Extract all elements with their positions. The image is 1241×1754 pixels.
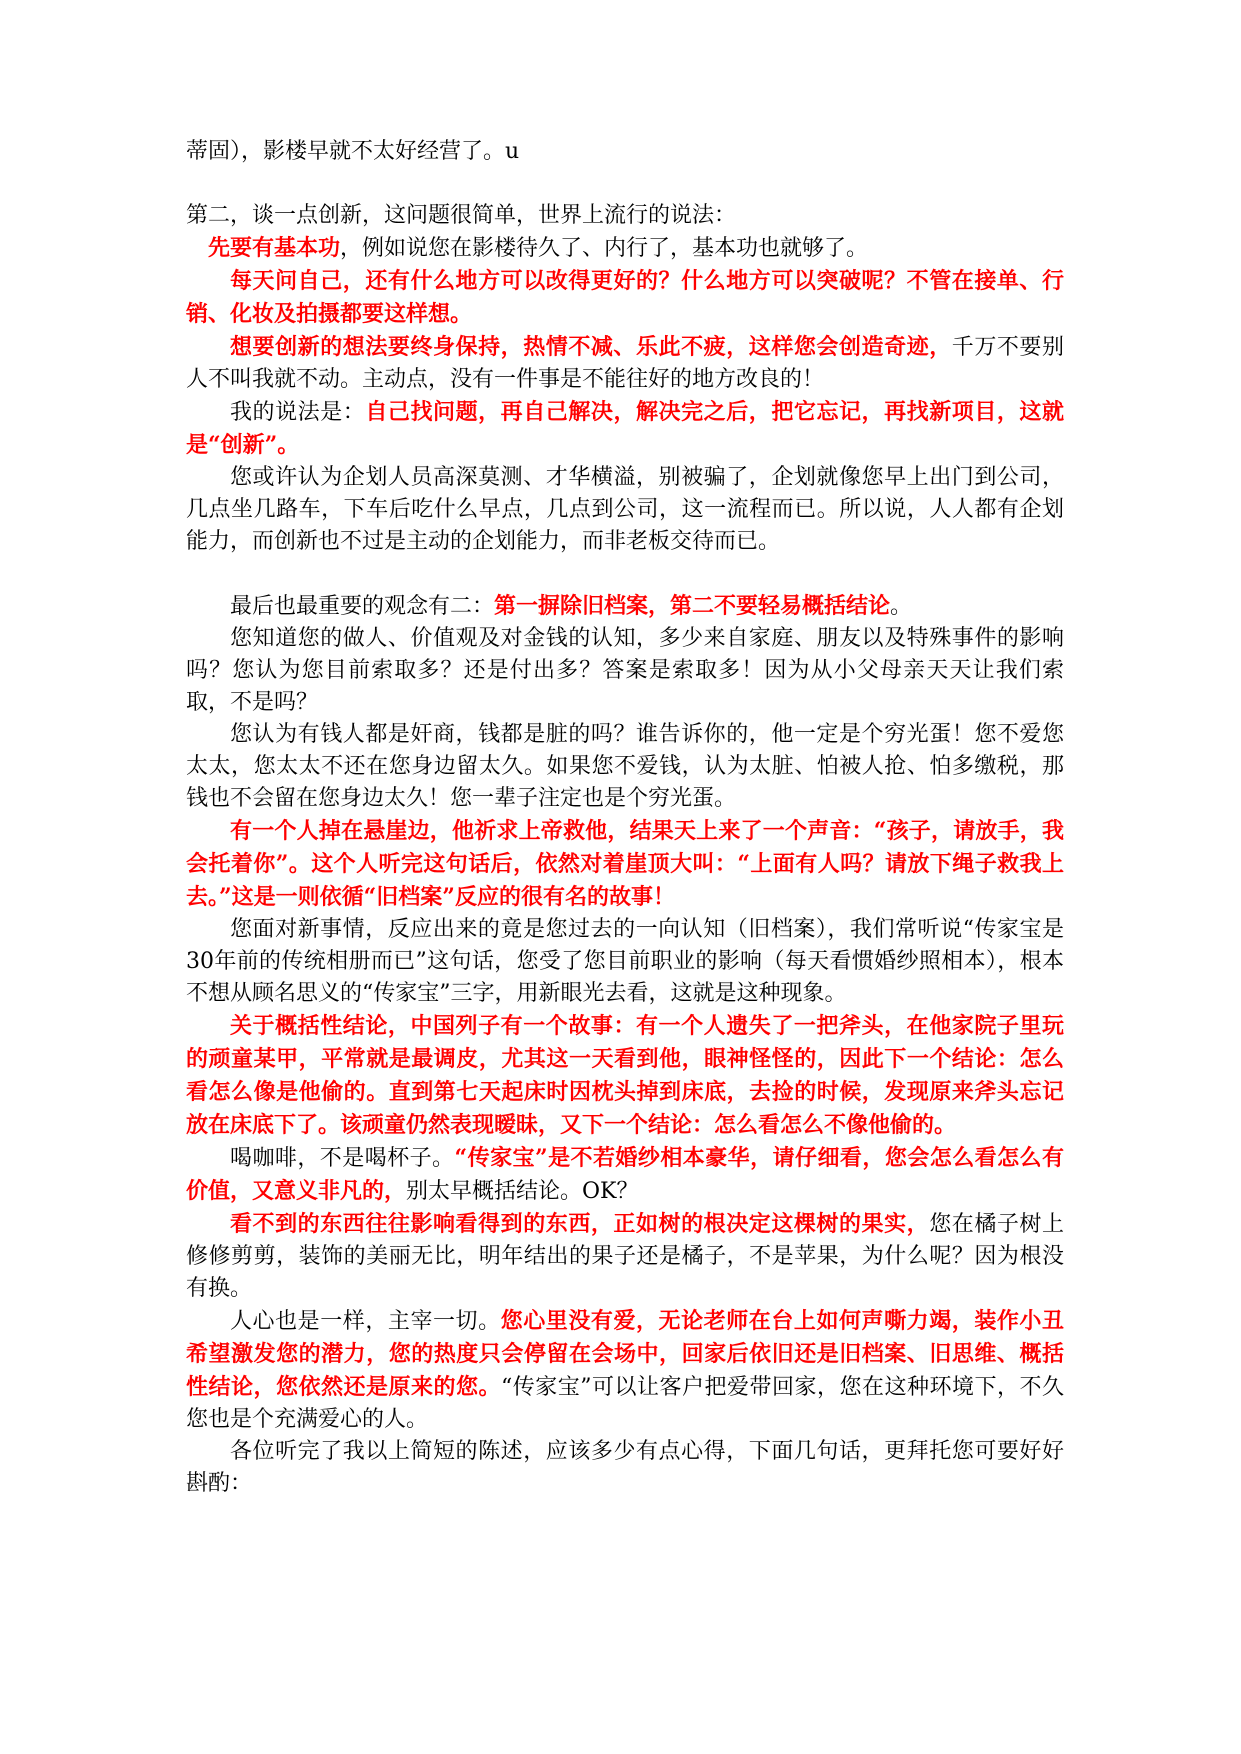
emphasis-text: “传家宝”是不若婚纱相本豪华，请仔细看，您会怎么看怎么有价值，又意义非凡的， [186, 1145, 1064, 1204]
body-text: “传家宝”可以让客户把爱带回家，您在这种环境下，不久您也是个充满爱心的人。 [186, 1375, 1064, 1432]
paragraph [186, 815, 1064, 914]
paragraph [186, 1305, 1064, 1436]
paragraph [186, 590, 1064, 623]
emphasis-text: 第一摒除旧档案，第二不要轻易概括结论 [494, 593, 891, 619]
body-text: 喝咖啡，不是喝杯子。 [230, 1146, 455, 1171]
emphasis-text: 您心里没有爱，无论老师在台上如何声嘶力竭，装作小丑希望激发您的潜力，您的热度只会停留在会场中，回家后依旧还是旧档案、旧思维、概括性结论，您依然还是原来的您。 [186, 1308, 1064, 1400]
body-text: 第二，谈一点创新，这问题很简单，世界上流行的说法： [186, 203, 737, 228]
paragraph [186, 200, 1064, 232]
document-body [186, 136, 1064, 1500]
emphasis-text: 自己找问题，再自己解决，解决完之后，把它忘记，再找新项目，这就是“创新”。 [186, 399, 1064, 458]
paragraph [186, 331, 1064, 396]
body-text: 您知道您的做人、价值观及对金钱的认知，多少来自家庭、朋友以及特殊事件的影响吗？您认为您目前索取多？还是付出多？答案是索取多！因为从小父母亲天天让我们索取，不是吗？ [186, 626, 1064, 715]
body-text: ，例如说您在影楼待久了、内行了，基本功也就够了。 [340, 236, 869, 261]
body-text: 。 [890, 594, 913, 619]
paragraph [186, 462, 1064, 558]
body-text: 最后也最重要的观念有二： [230, 594, 495, 619]
paragraph [186, 1142, 1064, 1208]
body-text: 千万不要别人不叫我就不动。主动点，没有一件事是不能往好的地方改良的！ [186, 335, 1064, 392]
body-text: 您面对新事情，反应出来的竟是您过去的一向认知（旧档案），我们常听说“传家宝是30年前的传统相册而已”这句话，您受了您目前职业的影响（每天看惯婚纱照相本），根本不想从顾名思义的“传家宝”三字，用新眼光去看，这就是这种现象。 [186, 917, 1064, 1006]
paragraph [186, 1436, 1064, 1500]
emphasis-text: 每天问自己，还有什么地方可以改得更好的？什么地方可以突破呢？不管在接单、行销、化妆及拍摄都要这样想。 [186, 268, 1064, 327]
paragraph [186, 396, 1064, 462]
emphasis-text: 看不到的东西往往影响看得到的东西，正如树的根决定这棵树的果实， [230, 1211, 930, 1237]
emphasis-text: 先要有基本功 [208, 235, 341, 261]
body-text: 我的说法是： [230, 400, 366, 425]
body-text: 人心也是一样，主宰一切。 [230, 1309, 501, 1334]
document-page [186, 136, 1064, 1500]
body-text: 蒂固），影楼早就不太好经营了。u [186, 139, 520, 164]
paragraph [186, 1208, 1064, 1305]
body-text: 您或许认为企划人员高深莫测、才华横溢，别被骗了，企划就像您早上出门到公司，几点坐几路车，下车后吃什么早点，几点到公司，这一流程而已。所以说，人人都有企划能力，而创新也不过是主动的企划能力，而非老板交待而已。 [186, 465, 1064, 554]
emphasis-text: 关于概括性结论，中国列子有一个故事：有一个人遗失了一把斧头，在他家院子里玩的顽童某甲，平常就是最调皮，尤其这一天看到他，眼神怪怪的，因此下一个结论：怎么看怎么像是他偷的。直到第七天起床时因枕头掉到床底，去捡的时候，发现原来斧头忘记放在床底下了。该顽童仍然表现暧昧，又下一个结论：怎么看怎么不像他偷的。 [186, 1013, 1064, 1138]
paragraph [186, 232, 1064, 265]
paragraph [186, 719, 1064, 815]
paragraph-gap [186, 558, 1064, 590]
body-text: 您认为有钱人都是奸商，钱都是脏的吗？谁告诉你的，他一定是个穷光蛋！您不爱您太太，您太太不还在您身边留太久。如果您不爱钱，认为太脏、怕被人抢、怕多缴税，那钱也不会留在您身边太久！您一辈子注定也是个穷光蛋。 [186, 722, 1064, 811]
paragraph-gap [186, 168, 1064, 200]
paragraph [186, 914, 1064, 1010]
paragraph [186, 265, 1064, 331]
paragraph [186, 623, 1064, 719]
body-text: 别太早概括结论。OK？ [406, 1179, 639, 1204]
body-text: 您在橘子树上修修剪剪，装饰的美丽无比，明年结出的果子还是橘子，不是苹果，为什么呢？因为根没有换。 [186, 1212, 1064, 1301]
paragraph [186, 1010, 1064, 1142]
paragraph [186, 136, 1064, 168]
emphasis-text: 有一个人掉在悬崖边，他祈求上帝救他，结果天上来了一个声音：“孩子，请放手，我会托着你”。这个人听完这句话后，依然对着崖顶大叫：“上面有人吗？请放下绳子救我上去。”这是一则依循“旧档案”反应的很有名的故事！ [186, 818, 1064, 910]
emphasis-text: 想要创新的想法要终身保持，热情不减、乐此不疲，这样您会创造奇迹， [230, 334, 952, 360]
body-text: 各位听完了我以上简短的陈述，应该多少有点心得，下面几句话，更拜托您可要好好斟酌： [186, 1439, 1064, 1496]
